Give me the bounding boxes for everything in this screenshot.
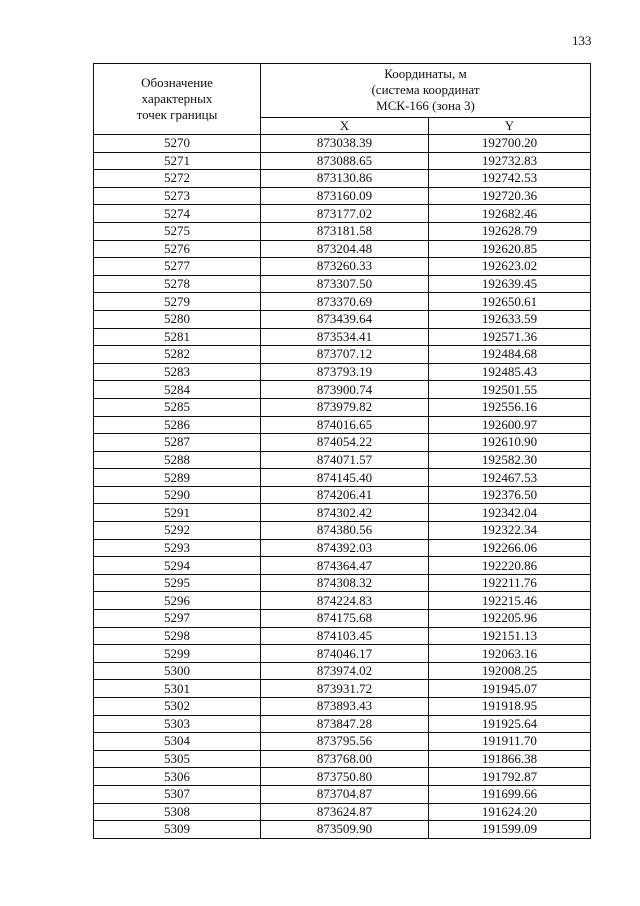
y-coordinate-cell: 192063.16 — [429, 645, 591, 663]
y-coordinate-cell: 192220.86 — [429, 557, 591, 575]
x-coordinate-cell: 874392.03 — [261, 539, 429, 557]
header-point-designation-line: Обозначение — [141, 75, 213, 90]
point-number-cell: 5293 — [94, 539, 261, 557]
table-row — [94, 627, 591, 645]
x-coordinate-cell: 873088.65 — [261, 152, 429, 170]
table-row — [94, 346, 591, 364]
point-number-cell: 5299 — [94, 645, 261, 663]
x-coordinate-cell: 873624.87 — [261, 803, 429, 821]
table-row — [94, 363, 591, 381]
y-coordinate-cell: 192266.06 — [429, 539, 591, 557]
x-coordinate-cell: 873793.19 — [261, 363, 429, 381]
point-number-cell: 5291 — [94, 504, 261, 522]
x-coordinate-cell: 873750.80 — [261, 768, 429, 786]
header-y: Y — [429, 117, 591, 134]
table-row — [94, 451, 591, 469]
table-row — [94, 733, 591, 751]
point-number-cell: 5273 — [94, 187, 261, 205]
x-coordinate-cell: 873204.48 — [261, 240, 429, 258]
table-row — [94, 715, 591, 733]
point-number-cell: 5292 — [94, 522, 261, 540]
y-coordinate-cell: 192742.53 — [429, 170, 591, 188]
point-number-cell: 5305 — [94, 750, 261, 768]
header-point-designation-line: точек границы — [136, 107, 218, 122]
y-coordinate-cell: 191911.70 — [429, 733, 591, 751]
y-coordinate-cell: 192639.45 — [429, 275, 591, 293]
y-coordinate-cell: 192628.79 — [429, 222, 591, 240]
x-coordinate-cell: 874308.32 — [261, 574, 429, 592]
x-coordinate-cell: 873795.56 — [261, 733, 429, 751]
table-row — [94, 557, 591, 575]
table-row — [94, 522, 591, 540]
x-coordinate-cell: 873979.82 — [261, 398, 429, 416]
point-number-cell: 5283 — [94, 363, 261, 381]
table-body — [94, 135, 591, 839]
y-coordinate-cell: 191866.38 — [429, 750, 591, 768]
x-coordinate-cell: 874224.83 — [261, 592, 429, 610]
table-row — [94, 434, 591, 452]
point-number-cell: 5289 — [94, 469, 261, 487]
point-number-cell: 5280 — [94, 310, 261, 328]
x-coordinate-cell: 874206.41 — [261, 486, 429, 504]
x-coordinate-cell: 873509.90 — [261, 821, 429, 839]
point-number-cell: 5296 — [94, 592, 261, 610]
header-point-designation — [94, 64, 261, 135]
point-number-cell: 5279 — [94, 293, 261, 311]
x-coordinate-cell: 874175.68 — [261, 610, 429, 628]
y-coordinate-cell: 191945.07 — [429, 680, 591, 698]
header-coordinates-line: МСК-166 (зона 3) — [376, 98, 475, 114]
x-coordinate-cell: 874364.47 — [261, 557, 429, 575]
point-number-cell: 5298 — [94, 627, 261, 645]
point-number-cell: 5287 — [94, 434, 261, 452]
x-coordinate-cell: 873974.02 — [261, 662, 429, 680]
point-number-cell: 5306 — [94, 768, 261, 786]
y-coordinate-cell: 191792.87 — [429, 768, 591, 786]
point-number-cell: 5286 — [94, 416, 261, 434]
point-number-cell: 5272 — [94, 170, 261, 188]
point-number-cell: 5275 — [94, 222, 261, 240]
table-row — [94, 785, 591, 803]
y-coordinate-cell: 192151.13 — [429, 627, 591, 645]
point-number-cell: 5271 — [94, 152, 261, 170]
y-coordinate-cell: 192620.85 — [429, 240, 591, 258]
point-number-cell: 5278 — [94, 275, 261, 293]
y-coordinate-cell: 192484.68 — [429, 346, 591, 364]
y-coordinate-cell: 191918.95 — [429, 698, 591, 716]
x-coordinate-cell: 873768.00 — [261, 750, 429, 768]
y-coordinate-cell: 192342.04 — [429, 504, 591, 522]
x-coordinate-cell: 873931.72 — [261, 680, 429, 698]
x-coordinate-cell: 874054.22 — [261, 434, 429, 452]
x-coordinate-cell: 873439.64 — [261, 310, 429, 328]
y-coordinate-cell: 192322.34 — [429, 522, 591, 540]
table-row — [94, 645, 591, 663]
x-coordinate-cell: 873847.28 — [261, 715, 429, 733]
point-number-cell: 5297 — [94, 610, 261, 628]
y-coordinate-cell: 192633.59 — [429, 310, 591, 328]
x-coordinate-cell: 874302.42 — [261, 504, 429, 522]
y-coordinate-cell: 192205.96 — [429, 610, 591, 628]
point-number-cell: 5282 — [94, 346, 261, 364]
x-coordinate-cell: 873707.12 — [261, 346, 429, 364]
table-row — [94, 469, 591, 487]
point-number-cell: 5276 — [94, 240, 261, 258]
y-coordinate-cell: 191624.20 — [429, 803, 591, 821]
table-row — [94, 328, 591, 346]
y-coordinate-cell: 191925.64 — [429, 715, 591, 733]
y-coordinate-cell: 192650.61 — [429, 293, 591, 311]
table-row — [94, 539, 591, 557]
x-coordinate-cell: 873181.58 — [261, 222, 429, 240]
point-number-cell: 5303 — [94, 715, 261, 733]
table-row — [94, 398, 591, 416]
y-coordinate-cell: 192571.36 — [429, 328, 591, 346]
point-number-cell: 5304 — [94, 733, 261, 751]
x-coordinate-cell: 873307.50 — [261, 275, 429, 293]
table-row — [94, 662, 591, 680]
header-coordinates-line: (система координат — [371, 82, 480, 98]
y-coordinate-cell: 192501.55 — [429, 381, 591, 399]
y-coordinate-cell: 192732.83 — [429, 152, 591, 170]
table-row — [94, 750, 591, 768]
y-coordinate-cell: 192376.50 — [429, 486, 591, 504]
x-coordinate-cell: 874103.45 — [261, 627, 429, 645]
x-coordinate-cell: 873370.69 — [261, 293, 429, 311]
table-row — [94, 574, 591, 592]
y-coordinate-cell: 192215.46 — [429, 592, 591, 610]
table-header — [94, 64, 591, 135]
point-number-cell: 5284 — [94, 381, 261, 399]
point-number-cell: 5277 — [94, 258, 261, 276]
table-row — [94, 592, 591, 610]
x-coordinate-cell: 873893.43 — [261, 698, 429, 716]
x-coordinate-cell: 873177.02 — [261, 205, 429, 223]
point-number-cell: 5288 — [94, 451, 261, 469]
table-row — [94, 486, 591, 504]
y-coordinate-cell: 192556.16 — [429, 398, 591, 416]
table-row — [94, 381, 591, 399]
x-coordinate-cell: 873704.87 — [261, 785, 429, 803]
point-number-cell: 5300 — [94, 662, 261, 680]
table-row — [94, 222, 591, 240]
x-coordinate-cell: 873900.74 — [261, 381, 429, 399]
x-coordinate-cell: 874046.17 — [261, 645, 429, 663]
point-number-cell: 5307 — [94, 785, 261, 803]
point-number-cell: 5295 — [94, 574, 261, 592]
y-coordinate-cell: 191599.09 — [429, 821, 591, 839]
y-coordinate-cell: 192623.02 — [429, 258, 591, 276]
point-number-cell: 5308 — [94, 803, 261, 821]
point-number-cell: 5290 — [94, 486, 261, 504]
y-coordinate-cell: 192211.76 — [429, 574, 591, 592]
point-number-cell: 5309 — [94, 821, 261, 839]
y-coordinate-cell: 191699.66 — [429, 785, 591, 803]
y-coordinate-cell: 192008.25 — [429, 662, 591, 680]
header-coordinates-line: Координаты, м — [384, 66, 467, 82]
table-row — [94, 293, 591, 311]
x-coordinate-cell: 873038.39 — [261, 135, 429, 153]
table-row — [94, 768, 591, 786]
y-coordinate-cell: 192600.97 — [429, 416, 591, 434]
y-coordinate-cell: 192682.46 — [429, 205, 591, 223]
table-row — [94, 504, 591, 522]
y-coordinate-cell: 192700.20 — [429, 135, 591, 153]
table-row — [94, 821, 591, 839]
y-coordinate-cell: 192610.90 — [429, 434, 591, 452]
x-coordinate-cell: 874145.40 — [261, 469, 429, 487]
header-point-designation-line: характерных — [141, 91, 213, 106]
table-row — [94, 258, 591, 276]
x-coordinate-cell: 873534.41 — [261, 328, 429, 346]
point-number-cell: 5274 — [94, 205, 261, 223]
table-row — [94, 152, 591, 170]
point-number-cell: 5285 — [94, 398, 261, 416]
page-number: 133 — [572, 33, 592, 48]
header-coordinates — [261, 64, 591, 118]
x-coordinate-cell: 874016.65 — [261, 416, 429, 434]
x-coordinate-cell: 873160.09 — [261, 187, 429, 205]
table-row — [94, 187, 591, 205]
table-row — [94, 240, 591, 258]
header-x: X — [261, 117, 429, 134]
table-row — [94, 698, 591, 716]
x-coordinate-cell: 873260.33 — [261, 258, 429, 276]
point-number-cell: 5270 — [94, 135, 261, 153]
x-coordinate-cell: 873130.86 — [261, 170, 429, 188]
x-coordinate-cell: 874380.56 — [261, 522, 429, 540]
table-row — [94, 170, 591, 188]
table-row — [94, 416, 591, 434]
table-row — [94, 135, 591, 153]
point-number-cell: 5294 — [94, 557, 261, 575]
header-row-top — [94, 64, 591, 118]
table-row — [94, 680, 591, 698]
y-coordinate-cell: 192720.36 — [429, 187, 591, 205]
point-number-cell: 5302 — [94, 698, 261, 716]
x-coordinate-cell: 874071.57 — [261, 451, 429, 469]
y-coordinate-cell: 192467.53 — [429, 469, 591, 487]
y-coordinate-cell: 192485.43 — [429, 363, 591, 381]
boundary-points-table — [93, 63, 591, 839]
point-number-cell: 5281 — [94, 328, 261, 346]
table-row — [94, 610, 591, 628]
table-row — [94, 310, 591, 328]
table-row — [94, 275, 591, 293]
point-number-cell: 5301 — [94, 680, 261, 698]
table-row — [94, 205, 591, 223]
y-coordinate-cell: 192582.30 — [429, 451, 591, 469]
table-row — [94, 803, 591, 821]
